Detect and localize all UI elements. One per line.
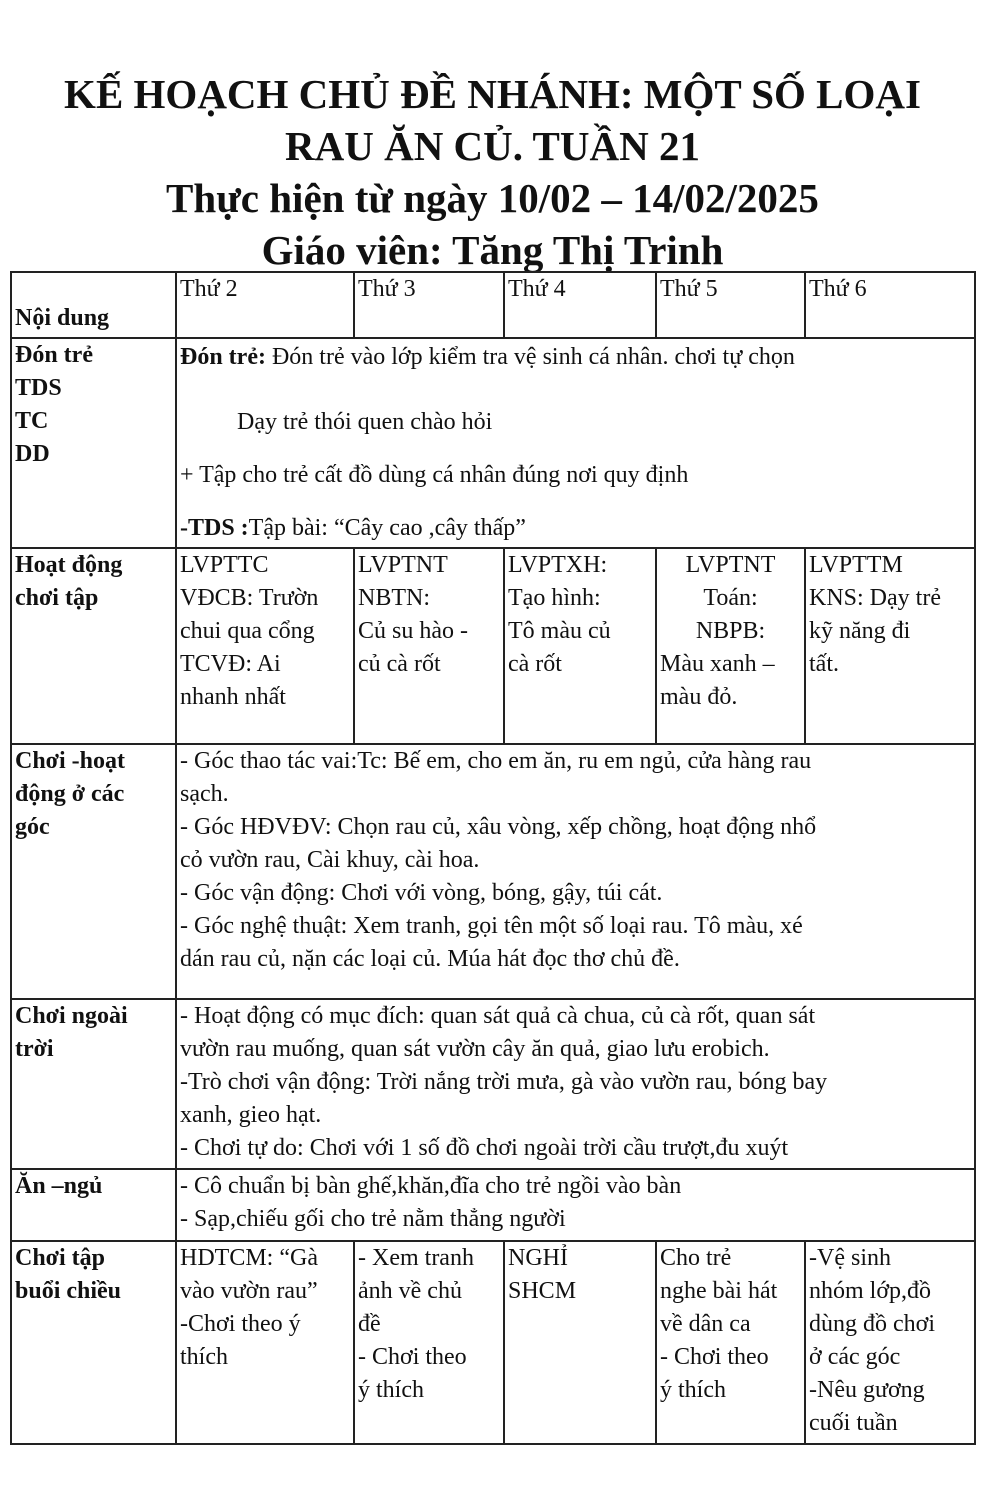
row-don-tre bbox=[11, 338, 975, 548]
label-choi-goc-2: động ở các bbox=[15, 781, 125, 807]
content-ngoai-troi bbox=[176, 999, 975, 1169]
label-choi-goc bbox=[11, 744, 176, 999]
content-line: - Góc nghệ thuật: Xem tranh, gọi tên một số loại rau. Tô màu, xé bbox=[180, 913, 803, 939]
cell-line: - Chơi theo bbox=[660, 1344, 769, 1370]
cell-line: cuối tuần bbox=[809, 1410, 898, 1436]
header-day-1: Thứ 2 bbox=[176, 272, 354, 338]
content-an-ngu bbox=[176, 1169, 975, 1241]
title-line-4: Giáo viên: Tăng Thị Trinh bbox=[261, 227, 724, 273]
cell-line: ý thích bbox=[358, 1377, 424, 1403]
cell-line: củ cà rốt bbox=[358, 651, 441, 677]
header-day-5: Thứ 6 bbox=[805, 272, 975, 338]
cell-line: -Nêu gương bbox=[809, 1377, 925, 1403]
cell-line: Củ su hào - bbox=[358, 618, 468, 644]
label-hoat-dong-1: Hoạt động bbox=[15, 552, 123, 578]
cell-line: cà rốt bbox=[508, 651, 562, 677]
cell-line: Tô màu củ bbox=[508, 618, 611, 644]
row-choi-goc bbox=[11, 744, 975, 999]
cell-line: -Vệ sinh bbox=[809, 1245, 891, 1271]
header-day-4: Thứ 5 bbox=[656, 272, 805, 338]
content-line: dán rau củ, nặn các loại củ. Múa hát đọc thơ chủ đề. bbox=[180, 946, 680, 972]
cell-line: SHCM bbox=[508, 1278, 577, 1304]
cell-line: màu đỏ. bbox=[660, 684, 738, 710]
cell-line: tất. bbox=[809, 651, 839, 677]
row-buoi-chieu bbox=[11, 1241, 975, 1444]
buoi-chieu-day-3 bbox=[504, 1241, 656, 1444]
cell-line: vào vườn rau” bbox=[180, 1278, 318, 1304]
label-don-tre-4: DD bbox=[15, 441, 50, 467]
label-don-tre bbox=[11, 338, 176, 548]
label-hoat-dong bbox=[11, 548, 176, 744]
cell-line: ý thích bbox=[660, 1377, 726, 1403]
content-line: - Hoạt động có mục đích: quan sát quả cà chua, củ cà rốt, quan sát bbox=[180, 1003, 816, 1029]
cell-line: về dân ca bbox=[660, 1311, 751, 1337]
weekly-plan-table bbox=[10, 271, 976, 1445]
label-buoi-chieu-2: buổi chiều bbox=[15, 1278, 122, 1304]
cell-line: Cho trẻ bbox=[660, 1245, 732, 1271]
row-ngoai-troi bbox=[11, 999, 975, 1169]
content-line: cỏ vườn rau, Cài khuy, cài hoa. bbox=[180, 847, 480, 873]
cell-line: thích bbox=[180, 1344, 228, 1370]
hoat-dong-day-2 bbox=[354, 548, 504, 744]
content-line: sạch. bbox=[180, 781, 229, 807]
cell-line: kỹ năng đi bbox=[809, 618, 911, 644]
header-noi-dung: Nội dung bbox=[11, 272, 176, 338]
tds-prefix: -TDS : bbox=[180, 515, 249, 541]
hoat-dong-day-1 bbox=[176, 548, 354, 744]
cell-line: - Xem tranh bbox=[358, 1245, 474, 1271]
don-tre-line-3: + Tập cho trẻ cất đồ dùng cá nhân đúng nơi quy định bbox=[180, 462, 689, 488]
cell-line: ảnh về chủ bbox=[358, 1278, 462, 1304]
cell-line: VĐCB: Trườn bbox=[180, 585, 319, 611]
header-day-3: Thứ 4 bbox=[504, 272, 656, 338]
row-hoat-dong bbox=[11, 548, 975, 744]
label-ngoai-troi-1: Chơi ngoài bbox=[15, 1003, 128, 1029]
cell-line: nhanh nhất bbox=[180, 684, 286, 710]
row-an-ngu bbox=[11, 1169, 975, 1241]
content-line: -Trò chơi vận động: Trời nắng trời mưa, gà vào vườn rau, bóng bay bbox=[180, 1069, 828, 1095]
cell-line: - Chơi theo bbox=[358, 1344, 467, 1370]
cell-line: đề bbox=[358, 1311, 381, 1337]
content-don-tre bbox=[176, 338, 975, 548]
label-buoi-chieu bbox=[11, 1241, 176, 1444]
don-tre-prefix: Đón trẻ: bbox=[180, 344, 266, 370]
cell-line: NBPB: bbox=[695, 618, 766, 644]
cell-line: LVPTTM bbox=[809, 552, 903, 578]
label-ngoai-troi-2: trời bbox=[15, 1036, 54, 1062]
cell-line: nghe bài hát bbox=[660, 1278, 778, 1304]
cell-line: LVPTTC bbox=[180, 552, 269, 578]
buoi-chieu-day-5 bbox=[805, 1241, 975, 1444]
content-line: - Sạp,chiếu gối cho trẻ nằm thẳng người bbox=[180, 1206, 566, 1232]
label-don-tre-3: TC bbox=[15, 408, 49, 434]
cell-line: ở các góc bbox=[809, 1344, 901, 1370]
content-line: - Góc vận động: Chơi với vòng, bóng, gậy, túi cát. bbox=[180, 880, 663, 906]
label-choi-goc-3: góc bbox=[15, 814, 50, 840]
don-tre-line-1 bbox=[180, 341, 971, 374]
title-line-1: KẾ HOẠCH CHỦ ĐỀ NHÁNH: MỘT SỐ LOẠI bbox=[64, 71, 921, 117]
don-tre-text-1: Đón trẻ vào lớp kiểm tra vệ sinh cá nhân. chơi tự chọn bbox=[265, 344, 795, 370]
cell-line: NGHỈ bbox=[508, 1245, 568, 1271]
cell-line: HDTCM: “Gà bbox=[180, 1245, 318, 1271]
cell-line: dùng đồ chơi bbox=[809, 1311, 936, 1337]
label-hoat-dong-2: chơi tập bbox=[15, 585, 99, 611]
content-line: - Góc HĐVĐV: Chọn rau củ, xâu vòng, xếp chồng, hoạt động nhổ bbox=[180, 814, 817, 840]
cell-line: LVPTNT bbox=[358, 552, 448, 578]
label-don-tre-1: Đón trẻ bbox=[15, 342, 93, 368]
content-line: xanh, gieo hạt. bbox=[180, 1102, 322, 1128]
cell-line: -Chơi theo ý bbox=[180, 1311, 301, 1337]
cell-line: LVPTXH: bbox=[508, 552, 608, 578]
header-day-2: Thứ 3 bbox=[354, 272, 504, 338]
label-buoi-chieu-1: Chơi tập bbox=[15, 1245, 105, 1271]
title-line-3: Thực hiện từ ngày 10/02 – 14/02/2025 bbox=[166, 175, 819, 221]
cell-line: nhóm lớp,đồ bbox=[809, 1278, 932, 1304]
cell-line: Tạo hình: bbox=[508, 585, 601, 611]
content-choi-goc bbox=[176, 744, 975, 999]
buoi-chieu-day-2 bbox=[354, 1241, 504, 1444]
cell-line: chui qua cổng bbox=[180, 618, 315, 644]
header-row bbox=[11, 272, 975, 338]
cell-line: TCVĐ: Ai bbox=[180, 651, 281, 677]
cell-line: NBTN: bbox=[358, 585, 430, 611]
content-line: - Cô chuẩn bị bàn ghế,khăn,đĩa cho trẻ ngồi vào bàn bbox=[180, 1173, 682, 1199]
content-line: - Góc thao tác vai:Tc: Bế em, cho em ăn, ru em ngủ, cửa hàng rau bbox=[180, 748, 812, 774]
cell-line: LVPTNT bbox=[685, 552, 776, 578]
don-tre-text-4: Tập bài: “Cây cao ,cây thấp” bbox=[248, 515, 526, 541]
don-tre-line-2: Dạy trẻ thói quen chào hỏi bbox=[237, 409, 493, 435]
label-an-ngu: Ăn –ngủ bbox=[11, 1169, 176, 1241]
label-choi-goc-1: Chơi -hoạt bbox=[15, 748, 125, 774]
hoat-dong-day-5 bbox=[805, 548, 975, 744]
label-ngoai-troi bbox=[11, 999, 176, 1169]
cell-line: KNS: Dạy trẻ bbox=[809, 585, 941, 611]
content-line: - Chơi tự do: Chơi với 1 số đồ chơi ngoài trời cầu trượt,đu xuýt bbox=[180, 1135, 789, 1161]
title-line-2: RAU ĂN CỦ. TUẦN 21 bbox=[285, 123, 700, 169]
buoi-chieu-day-4 bbox=[656, 1241, 805, 1444]
document-title bbox=[0, 68, 985, 276]
cell-line: Toán: bbox=[703, 585, 758, 611]
hoat-dong-day-3 bbox=[504, 548, 656, 744]
hoat-dong-day-4 bbox=[656, 548, 805, 744]
cell-line: Màu xanh – bbox=[660, 651, 775, 677]
label-don-tre-2: TDS bbox=[15, 375, 62, 401]
don-tre-line-4 bbox=[180, 512, 971, 545]
content-line: vườn rau muống, quan sát vườn cây ăn quả, giao lưu erobich. bbox=[180, 1036, 770, 1062]
buoi-chieu-day-1 bbox=[176, 1241, 354, 1444]
